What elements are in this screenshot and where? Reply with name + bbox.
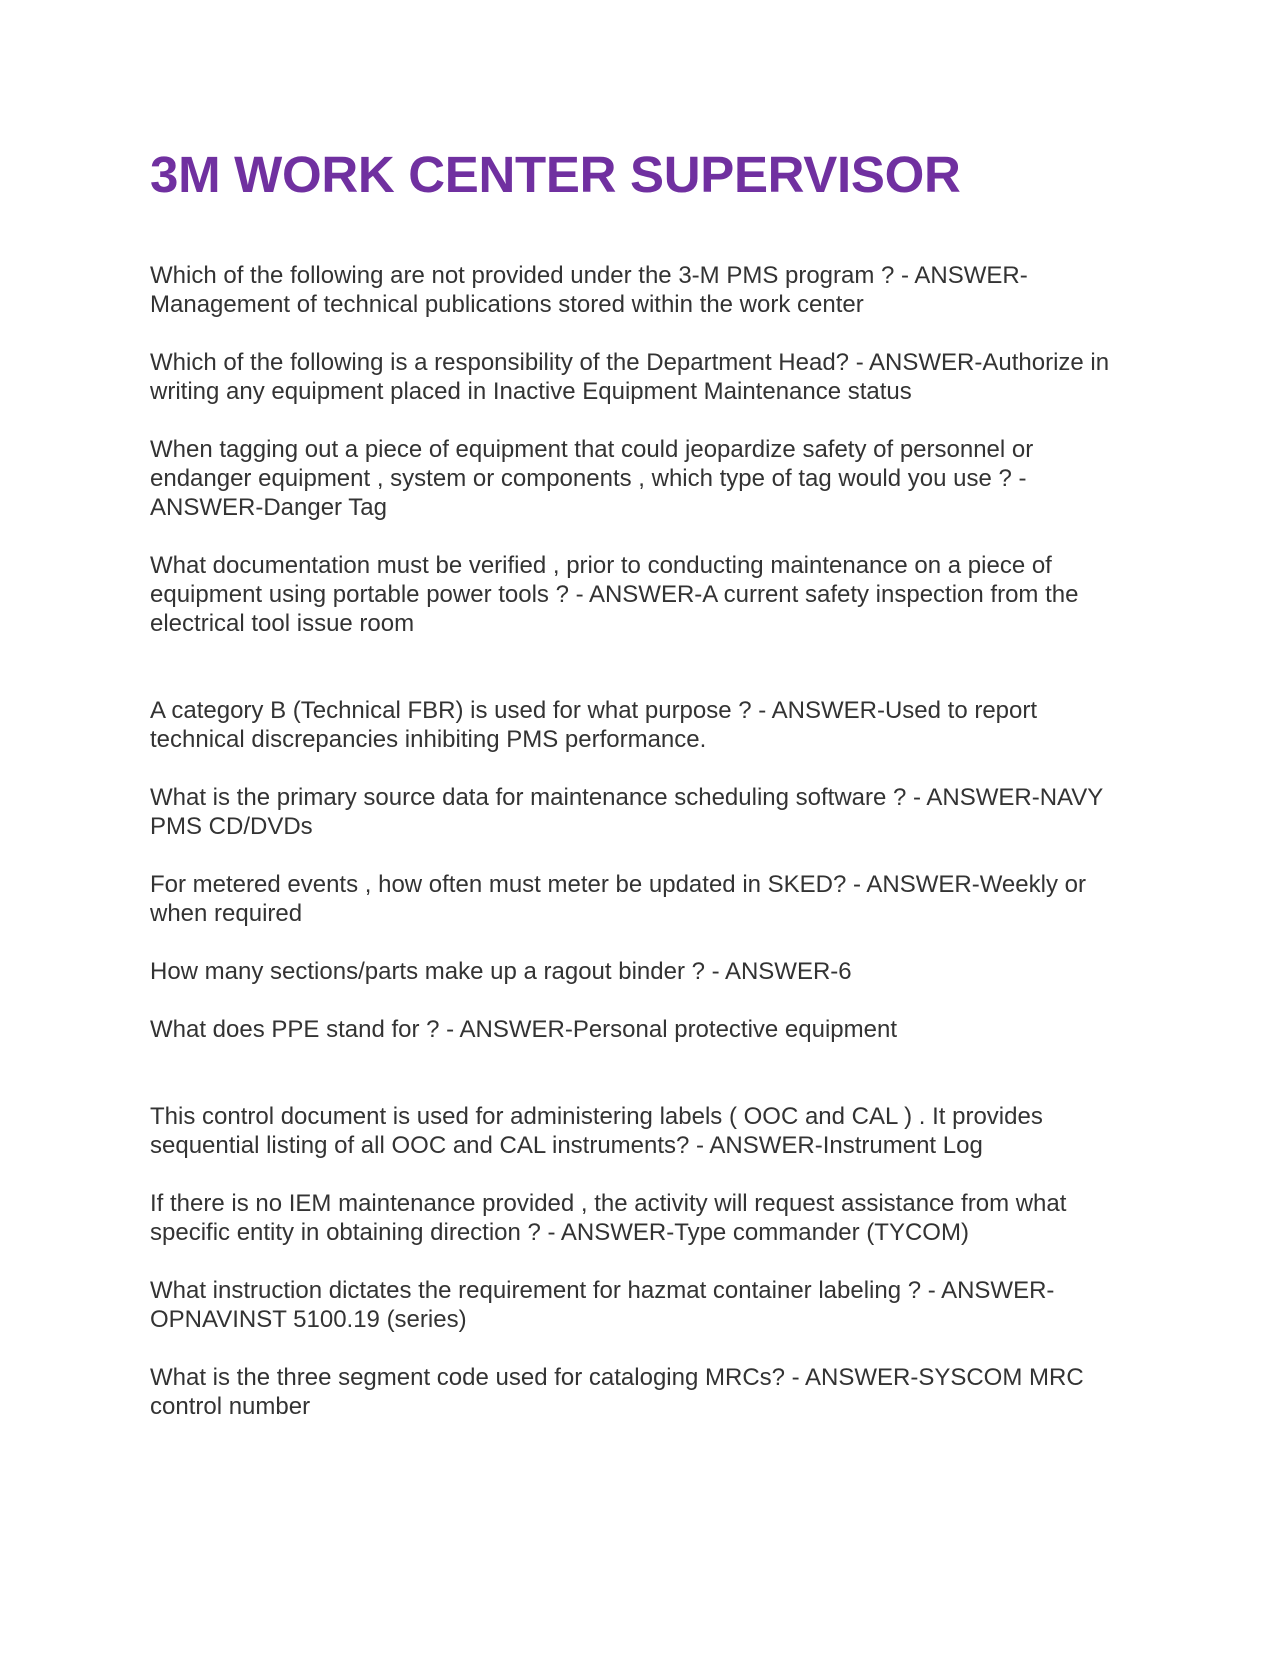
qa-item: This control document is used for administering labels ( OOC and CAL ) . It provides sequential listing of all OOC and CAL instruments? - ANSWER-Instrument Log — [150, 1103, 1043, 1159]
qa-item: What instruction dictates the requirement for hazmat container labeling ? - ANSWER-OPNAVINST 5100.19 (series) — [150, 1277, 1055, 1333]
qa-item: What is the primary source data for maintenance scheduling software ? - ANSWER-NAVY PMS CD/DVDs — [150, 784, 1103, 840]
page-title: 3M WORK CENTER SUPERVISOR — [150, 146, 961, 203]
qa-item: Which of the following is a responsibility of the Department Head? - ANSWER-Authorize in writing any equipment placed in Inactive Equipment Maintenance status — [150, 349, 1110, 405]
qa-item: Which of the following are not provided under the 3-M PMS program ? - ANSWER-Management of technical publications stored within the work center — [150, 262, 1028, 318]
qa-item: What documentation must be verified , prior to conducting maintenance on a piece of equipment using portable power tools ? - ANSWER-A current safety inspection from the electrical tool issue room — [150, 552, 1079, 637]
qa-item: How many sections/parts make up a ragout binder ? - ANSWER-6 — [150, 958, 852, 985]
document-page — [150, 145, 1130, 1450]
qa-item: What is the three segment code used for cataloging MRCs? - ANSWER-SYSCOM MRC control number — [150, 1364, 1084, 1420]
qa-item: A category B (Technical FBR) is used for what purpose ? - ANSWER-Used to report technical discrepancies inhibiting PMS performance. — [150, 697, 1038, 753]
qa-item: What does PPE stand for ? - ANSWER-Personal protective equipment — [150, 1016, 898, 1043]
qa-item: When tagging out a piece of equipment that could jeopardize safety of personnel or endanger equipment , system or components , which type of tag would you use ? - ANSWER-Danger Tag — [150, 436, 1034, 521]
qa-list — [150, 261, 1130, 1421]
qa-item: For metered events , how often must meter be updated in SKED? - ANSWER-Weekly or when required — [150, 871, 1086, 927]
qa-item: If there is no IEM maintenance provided , the activity will request assistance from what specific entity in obtaining direction ? - ANSWER-Type commander (TYCOM) — [150, 1190, 1067, 1246]
